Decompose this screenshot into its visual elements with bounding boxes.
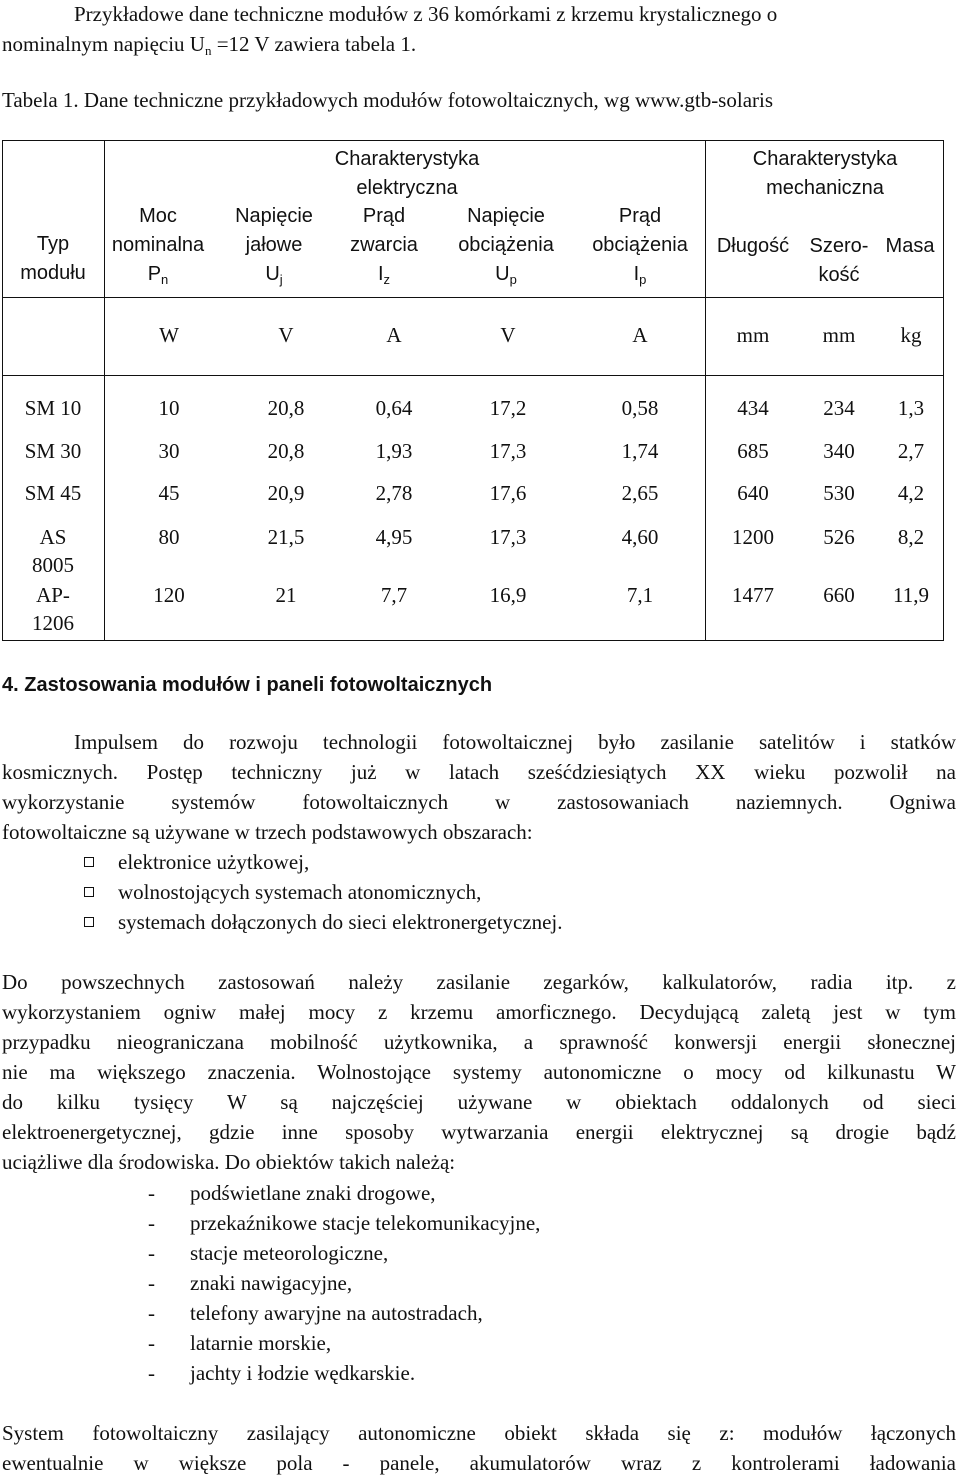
header-moc-l2: nominalna <box>111 234 205 256</box>
header-iz-sym: $I_z$ <box>377 263 391 287</box>
table-cell: 17,2 <box>489 396 527 420</box>
dash-bullet: - <box>148 1361 155 1385</box>
row-type-cell <box>2 581 104 637</box>
unit-cell: A <box>632 323 648 347</box>
header-up-l1: Napięcie <box>467 205 545 227</box>
table-cell: 4,95 <box>375 525 413 549</box>
table-cell: 21,5 <box>267 525 305 549</box>
table-cell: 17,3 <box>489 525 527 549</box>
table-cell: 20,9 <box>267 481 305 505</box>
section-heading: 4. Zastosowania modułów i paneli fotowoltaicznych <box>2 674 493 696</box>
table-cell: 17,6 <box>489 481 527 505</box>
row-type-cell <box>2 437 104 465</box>
table-cell: 21 <box>275 583 297 607</box>
header-ip-l1: Prąd <box>618 205 662 227</box>
header-napiecie-obciazenia <box>446 202 566 294</box>
header-group-mech-l1: Charakterystyka <box>752 148 898 170</box>
header-dlugosc: Długość <box>716 235 790 257</box>
dash-bullet: - <box>148 1271 155 1295</box>
table-border <box>2 140 944 141</box>
header-ip-l2: obciążenia <box>592 234 688 256</box>
dash-bullet: - <box>148 1241 155 1265</box>
header-group-mechanical <box>706 145 944 203</box>
header-moc <box>108 202 208 294</box>
table-cell: 526 <box>823 525 855 549</box>
paragraph-3 <box>2 1418 956 1478</box>
table-cell: 4,2 <box>897 481 925 505</box>
dash-item-text: przekaźnikowe stacje telekomunikacyjne, <box>190 1211 541 1235</box>
table-cell: 640 <box>737 481 769 505</box>
dash-item-text: latarnie morskie, <box>190 1331 332 1355</box>
para3-line: ewentualnie w większe pola - panele, akumulatorów wraz z kontrolerami ładowania <box>2 1451 956 1475</box>
header-prad-zwarcia <box>334 202 434 294</box>
header-iz-l2: zwarcia <box>350 234 418 256</box>
table-cell: 0,64 <box>375 396 413 420</box>
table-cell: 685 <box>737 439 769 463</box>
header-szer-l1: Szero- <box>809 235 869 257</box>
table-cell: 1200 <box>732 525 774 549</box>
row-type-line: SM 30 <box>24 439 82 463</box>
header-napiecie-jalowe <box>224 202 324 294</box>
dash-item-text: telefony awaryjne na autostradach, <box>190 1301 483 1325</box>
dash-bullet: - <box>148 1301 155 1325</box>
para2-line: do kilku tysięcy W są najczęściej używane w obiektach oddalonych od sieci <box>2 1090 956 1114</box>
row-type-line: AS <box>39 525 67 549</box>
header-moc-sym: $P_n$ <box>147 263 169 287</box>
dash-item-text: podświetlane znaki drogowe, <box>190 1181 436 1205</box>
table-cell: 660 <box>823 583 855 607</box>
header-ip-sym: $I_p$ <box>633 263 647 287</box>
para1-line: kosmicznych. Postęp techniczny już w latach sześćdziesiątych XX wieku pozwolił na <box>2 760 956 784</box>
bullet-text: wolnostojących systemach atonomicznych, <box>118 880 482 904</box>
row-type-line: 8005 <box>32 553 74 577</box>
row-type-line: SM 10 <box>24 396 82 420</box>
table-cell: 1477 <box>732 583 774 607</box>
bullet-text: elektronice użytkowej, <box>118 850 310 874</box>
header-prad-obciazenia <box>580 202 700 294</box>
intro-line-1: Przykładowe dane techniczne modułów z 36 komórkami z krzemu krystalicznego o <box>74 2 778 26</box>
table-cell: 10 <box>158 396 180 420</box>
table-border <box>705 140 706 640</box>
square-bullet-icon <box>84 857 94 867</box>
unit-cell: mm <box>736 323 770 347</box>
table-cell: 120 <box>153 583 185 607</box>
square-bullet-icon <box>84 887 94 897</box>
square-bullet-icon <box>84 917 94 927</box>
table-caption: Tabela 1. Dane techniczne przykładowych modułów fotowoltaicznych, wg www.gtb-solaris <box>2 88 774 112</box>
header-group-el-l1: Charakterystyka <box>334 148 480 170</box>
table-cell: 0,58 <box>621 396 659 420</box>
para2-line: nie ma większego znaczenia. Wolnostojące systemy autonomiczne o mocy od kilkunastu W <box>2 1060 956 1084</box>
header-typ <box>2 230 104 288</box>
table-cell: 16,9 <box>489 583 527 607</box>
para2-line: uciążliwe dla środowiska. Do obiektów takich należą: <box>2 1150 456 1174</box>
header-up-sym: $U_p$ <box>495 263 517 287</box>
table-cell: 2,78 <box>375 481 413 505</box>
dash-item-text: stacje meteorologiczne, <box>190 1241 389 1265</box>
table-border <box>2 640 944 641</box>
header-szer-l2: kość <box>818 264 860 286</box>
header-typ-l1: Typ <box>36 233 70 255</box>
paragraph-1 <box>2 727 956 847</box>
header-szerokosc <box>800 232 878 290</box>
table-cell: 2,65 <box>621 481 659 505</box>
unit-cell: V <box>278 323 294 347</box>
unit-cell: kg <box>900 323 922 347</box>
para2-line: przypadku nieograniczana mobilność użytkownika, a sprawność konwersji energii słonecznej <box>2 1030 956 1054</box>
para2-line: elektroenergetycznej, gdzie inne sposoby wytwarzania energii elektrycznej są drogie bądź <box>2 1120 956 1144</box>
header-moc-l1: Moc <box>139 205 177 227</box>
table-border <box>2 375 944 376</box>
row-type-line: AP- <box>36 583 70 607</box>
unit-cell: A <box>386 323 402 347</box>
paragraph-2 <box>2 967 956 1177</box>
header-group-el-l2: elektryczna <box>356 177 458 199</box>
table-cell: 1,74 <box>621 439 659 463</box>
table-cell: 340 <box>823 439 855 463</box>
table-cell: 530 <box>823 481 855 505</box>
table-cell: 45 <box>158 481 180 505</box>
bullet-text: systemach dołączonych do sieci elektronergetycznej. <box>118 910 563 934</box>
table-cell: 1,3 <box>897 396 925 420</box>
header-iz-l1: Prąd <box>362 205 406 227</box>
table-cell: 17,3 <box>489 439 527 463</box>
header-napj-l2: jałowe <box>245 234 303 256</box>
para3-line: System fotowoltaiczny zasilający autonomiczne obiekt składa się z: modułów łączonych <box>2 1421 956 1445</box>
row-type-line: SM 45 <box>24 481 82 505</box>
para2-line: wykorzystaniem ogniw małej mocy z krzemu amorficznego. Decydującą zaletą jest w tym <box>2 1000 956 1024</box>
header-masa: Masa <box>885 235 935 257</box>
dash-bullet: - <box>148 1331 155 1355</box>
dash-item-text: znaki nawigacyjne, <box>190 1271 353 1295</box>
header-group-mech-l2: mechaniczna <box>766 177 884 199</box>
header-typ-l2: modułu <box>20 262 86 284</box>
table-border <box>943 140 944 640</box>
table-cell: 11,9 <box>893 583 929 607</box>
table-cell: 30 <box>158 439 180 463</box>
dash-bullet: - <box>148 1211 155 1235</box>
table-cell: 4,60 <box>621 525 659 549</box>
table-cell: 20,8 <box>267 439 305 463</box>
header-napj-l1: Napięcie <box>235 205 313 227</box>
para1-line: fotowoltaiczne są używane w trzech podstawowych obszarach: <box>2 820 533 844</box>
table-cell: 234 <box>823 396 855 420</box>
table-cell: 2,7 <box>897 439 925 463</box>
header-group-electrical <box>222 145 592 203</box>
row-type-cell <box>2 394 104 422</box>
para2-line: Do powszechnych zastosowań należy zasilanie zegarków, kalkulatorów, radia itp. z <box>2 970 956 994</box>
table-cell: 20,8 <box>267 396 305 420</box>
table-cell: 80 <box>158 525 180 549</box>
dash-item-text: jachty i łodzie wędkarskie. <box>190 1361 416 1385</box>
table-cell: 7,1 <box>626 583 654 607</box>
row-type-cell <box>2 479 104 507</box>
unit-cell: V <box>500 323 516 347</box>
table-cell: 434 <box>737 396 769 420</box>
header-napj-sym: $U_j$ <box>265 263 283 287</box>
intro-line-2-post: =12 V zawiera tabela 1. <box>211 32 417 56</box>
table-border <box>104 140 105 640</box>
row-type-cell <box>2 523 104 579</box>
para1-line: Impulsem do rozwoju technologii fotowoltaicznej było zasilanie satelitów i statków <box>74 730 956 754</box>
para1-line: wykorzystanie systemów fotowoltaicznych w zastosowaniach naziemnych. Ogniwa <box>2 790 956 814</box>
unit-cell: W <box>159 323 179 347</box>
intro-line-2-pre: nominalnym napięciu U <box>2 32 205 56</box>
table-cell: 7,7 <box>380 583 408 607</box>
intro-line-2-sub: n <box>204 43 212 58</box>
row-type-line: 1206 <box>32 611 74 635</box>
table-cell: 1,93 <box>375 439 413 463</box>
header-up-l2: obciążenia <box>458 234 554 256</box>
table-border <box>2 297 944 298</box>
technical-data-table <box>2 140 944 640</box>
dash-bullet: - <box>148 1181 155 1205</box>
unit-cell: mm <box>822 323 856 347</box>
intro-line-2 <box>2 30 416 65</box>
table-cell: 8,2 <box>897 525 925 549</box>
